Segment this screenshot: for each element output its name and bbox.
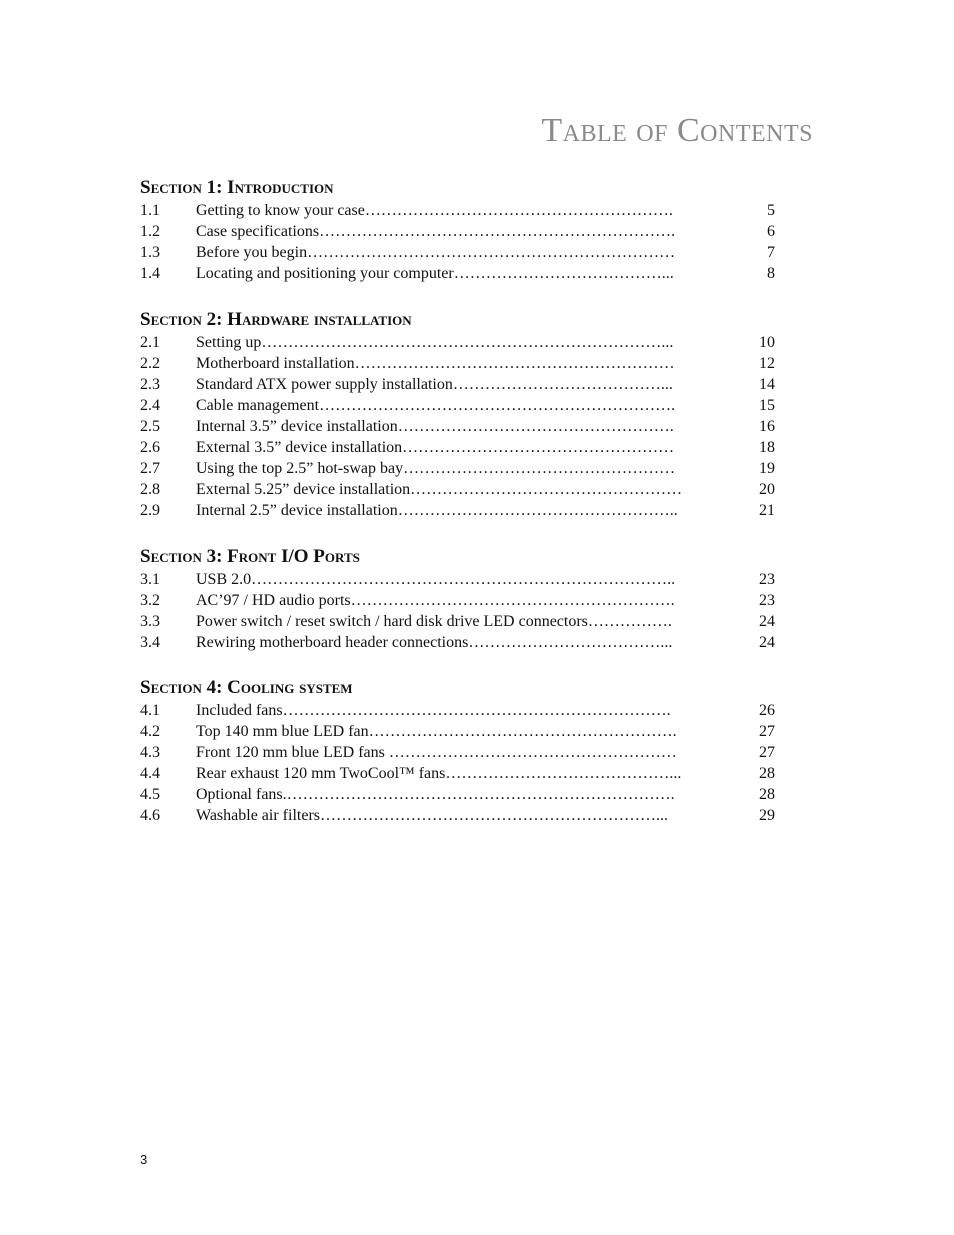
entry-title: Internal 3.5” device installation……………………………………………. xyxy=(196,418,674,435)
entry-title: Top 140 mm blue LED fan…………………………………………………. xyxy=(196,723,677,740)
page-number: 3 xyxy=(140,1152,148,1167)
entry-title: Washable air filters………………………………………………………... xyxy=(196,807,668,824)
entry-page: 20 xyxy=(759,481,775,498)
entry-number: 3.4 xyxy=(140,634,160,651)
entry-number: 2.3 xyxy=(140,376,160,393)
toc-entry[interactable] xyxy=(140,221,775,242)
section-heading: Section 1: Introduction xyxy=(140,177,334,198)
entry-title: Optional fans.………………………………………………………………. xyxy=(196,786,675,803)
entry-number: 1.3 xyxy=(140,244,160,261)
toc-entry[interactable] xyxy=(140,437,775,458)
toc-entry[interactable] xyxy=(140,263,775,284)
entry-number: 1.1 xyxy=(140,202,160,219)
section-heading: Section 4: Cooling system xyxy=(140,677,353,698)
toc-entry[interactable] xyxy=(140,395,775,416)
entry-title: Internal 2.5” device installation…………………………………………….. xyxy=(196,502,678,519)
toc-section-2 xyxy=(140,308,775,521)
entry-number: 3.2 xyxy=(140,592,160,609)
entry-title: USB 2.0…………………………………………………………………….. xyxy=(196,571,676,588)
entry-title: Getting to know your case…………………………………………………. xyxy=(196,202,673,219)
entry-title: Front 120 mm blue LED fans ……………………………………………… xyxy=(196,744,677,761)
entry-page: 8 xyxy=(767,265,775,282)
toc-entry[interactable] xyxy=(140,632,775,653)
entry-number: 2.8 xyxy=(140,481,160,498)
toc-entry[interactable] xyxy=(140,784,775,805)
toc-entry[interactable] xyxy=(140,332,775,353)
toc-entry[interactable] xyxy=(140,242,775,263)
entry-number: 4.1 xyxy=(140,702,160,719)
entry-page: 28 xyxy=(759,765,775,782)
entry-page: 24 xyxy=(759,613,775,630)
entry-title: External 3.5” device installation…………………………………………… xyxy=(196,439,675,456)
toc-entry[interactable] xyxy=(140,500,775,521)
toc-entry[interactable] xyxy=(140,479,775,500)
entry-number: 4.6 xyxy=(140,807,160,824)
entry-page: 19 xyxy=(759,460,775,477)
toc-entry[interactable] xyxy=(140,569,775,590)
toc-entry[interactable] xyxy=(140,742,775,763)
entry-page: 10 xyxy=(759,334,775,351)
entry-number: 2.5 xyxy=(140,418,160,435)
entry-title: External 5.25” device installation…………………………………………… xyxy=(196,481,683,498)
toc-section-4 xyxy=(140,676,775,826)
entry-title: Power switch / reset switch / hard disk drive LED connectors……………. xyxy=(196,613,672,630)
entry-title: Setting up…………………………………………………………………... xyxy=(196,334,674,351)
entry-title: Rear exhaust 120 mm TwoCool™ fans……………………………………... xyxy=(196,765,682,782)
entry-number: 4.4 xyxy=(140,765,160,782)
entry-title: Motherboard installation…………………………………………………… xyxy=(196,355,675,372)
page-title: Table of Contents xyxy=(541,112,813,149)
entry-page: 29 xyxy=(759,807,775,824)
entry-page: 12 xyxy=(759,355,775,372)
entry-title: AC’97 / HD audio ports……………………………………………………. xyxy=(196,592,675,609)
entry-page: 5 xyxy=(767,202,775,219)
entry-title: Rewiring motherboard header connections………………………………... xyxy=(196,634,673,651)
entry-page: 27 xyxy=(759,744,775,761)
entry-number: 3.3 xyxy=(140,613,160,630)
entry-title: Using the top 2.5” hot-swap bay…………………………………………… xyxy=(196,460,676,477)
toc-section-1 xyxy=(140,176,775,284)
toc-entry[interactable] xyxy=(140,700,775,721)
section-heading: Section 3: Front I/O Ports xyxy=(140,546,360,567)
entry-page: 24 xyxy=(759,634,775,651)
entry-page: 14 xyxy=(759,376,775,393)
toc-section-3 xyxy=(140,545,775,653)
entry-title: Standard ATX power supply installation…………………………………... xyxy=(196,376,673,393)
entry-title: Locating and positioning your computer…………………………………... xyxy=(196,265,674,282)
entry-number: 4.2 xyxy=(140,723,160,740)
entry-page: 27 xyxy=(759,723,775,740)
entry-number: 4.5 xyxy=(140,786,160,803)
toc-entry[interactable] xyxy=(140,374,775,395)
entry-page: 6 xyxy=(767,223,775,240)
toc-entry[interactable] xyxy=(140,763,775,784)
entry-number: 2.2 xyxy=(140,355,160,372)
entry-title: Before you begin…………………………………………………………… xyxy=(196,244,676,261)
entry-number: 2.9 xyxy=(140,502,160,519)
entry-page: 21 xyxy=(759,502,775,519)
toc-entry[interactable] xyxy=(140,721,775,742)
toc-entry[interactable] xyxy=(140,590,775,611)
toc-entry[interactable] xyxy=(140,353,775,374)
entry-number: 2.4 xyxy=(140,397,160,414)
entry-number: 4.3 xyxy=(140,744,160,761)
entry-number: 1.4 xyxy=(140,265,160,282)
entry-page: 26 xyxy=(759,702,775,719)
toc-entry[interactable] xyxy=(140,805,775,826)
entry-number: 3.1 xyxy=(140,571,160,588)
entry-title: Cable management…………………………………………………………. xyxy=(196,397,676,414)
toc-entry[interactable] xyxy=(140,458,775,479)
entry-page: 23 xyxy=(759,571,775,588)
entry-number: 1.2 xyxy=(140,223,160,240)
toc-entry[interactable] xyxy=(140,416,775,437)
entry-title: Case specifications…………………………………………………………. xyxy=(196,223,676,240)
entry-page: 7 xyxy=(767,244,775,261)
entry-page: 15 xyxy=(759,397,775,414)
entry-page: 28 xyxy=(759,786,775,803)
section-heading: Section 2: Hardware installation xyxy=(140,309,412,330)
entry-number: 2.7 xyxy=(140,460,160,477)
entry-number: 2.1 xyxy=(140,334,160,351)
entry-page: 16 xyxy=(759,418,775,435)
toc-entry[interactable] xyxy=(140,611,775,632)
entry-title: Included fans………………………………………………………………. xyxy=(196,702,671,719)
entry-number: 2.6 xyxy=(140,439,160,456)
entry-page: 23 xyxy=(759,592,775,609)
toc-entry[interactable] xyxy=(140,200,775,221)
entry-page: 18 xyxy=(759,439,775,456)
